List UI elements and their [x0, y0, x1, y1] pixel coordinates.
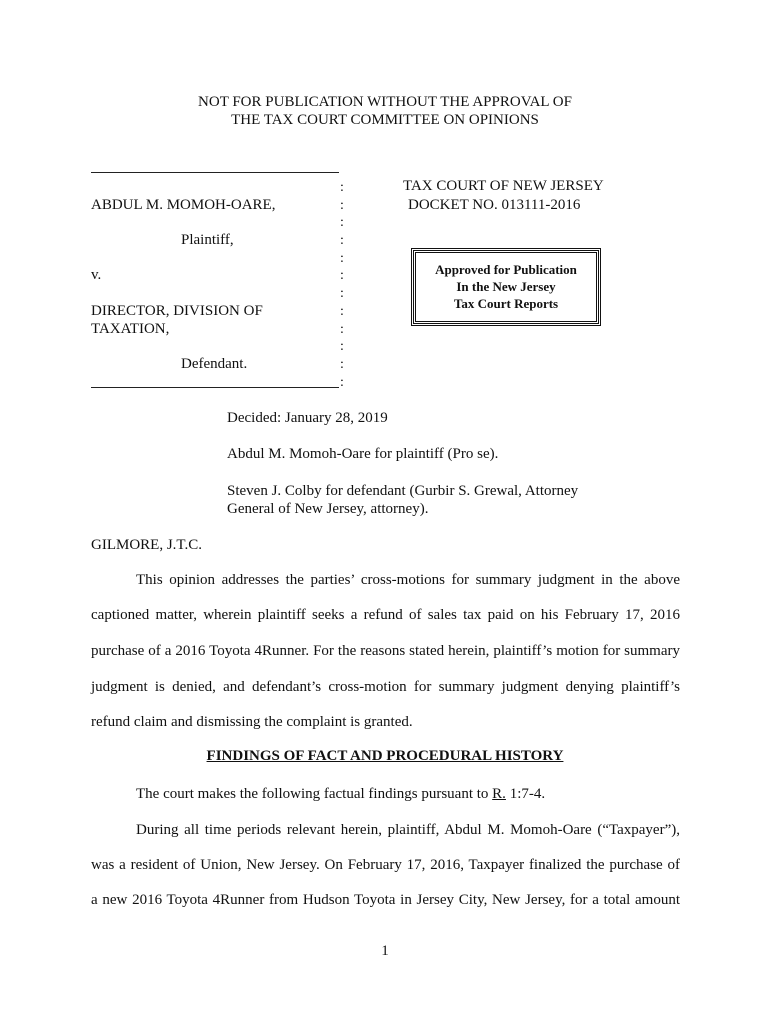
header-line-2: THE TAX COURT COMMITTEE ON OPINIONS: [231, 112, 539, 128]
approval-line-1: Approved for Publication: [435, 262, 577, 277]
facts-line-2: was a resident of Union, New Jersey. On February 17, 2016, Taxpayer finalized the purchase of: [91, 857, 680, 873]
intro-line-5: refund claim and dismissing the complaint is granted.: [91, 714, 413, 730]
approval-line-2: In the New Jersey: [456, 279, 556, 294]
defendant-role: Defendant.: [181, 356, 248, 372]
page-number: 1: [381, 943, 389, 959]
colon: :: [340, 180, 344, 195]
findings-intro-citation: 1:7-4.: [505, 786, 546, 802]
court-name: TAX COURT OF NEW JERSEY: [403, 178, 604, 194]
docket-number: DOCKET NO. 013111-2016: [408, 197, 581, 213]
defendant-line-2: TAXATION,: [91, 321, 170, 337]
header-line-1: NOT FOR PUBLICATION WITHOUT THE APPROVAL OF: [198, 94, 572, 110]
rule-citation: R.: [492, 786, 506, 802]
judge-name: GILMORE, J.T.C.: [91, 537, 202, 553]
colon: :: [340, 197, 344, 213]
colon: :: [340, 356, 344, 372]
counsel-plaintiff: Abdul M. Momoh-Oare for plaintiff (Pro se).: [227, 446, 499, 462]
intro-line-4: judgment is denied, and defendant’s cross-motion for summary judgment denying plaintiff’s: [91, 679, 680, 695]
intro-line-2: captioned matter, wherein plaintiff seeks a refund of sales tax paid on his February 17, 2016: [91, 607, 680, 623]
caption-bottom-rule: [91, 387, 339, 388]
versus: v.: [91, 267, 102, 283]
approval-line-3: Tax Court Reports: [453, 296, 559, 311]
decided-date: Decided: January 28, 2019: [227, 410, 388, 426]
counsel-defendant-line-2: General of New Jersey, attorney).: [227, 501, 429, 517]
facts-line-3: a new 2016 Toyota 4Runner from Hudson Toyota in Jersey City, New Jersey, for a total amount: [91, 892, 680, 908]
caption-colon-column: [340, 179, 348, 391]
findings-intro-text: The court makes the following factual findings pursuant to: [136, 786, 493, 802]
colon: :: [340, 215, 344, 231]
plaintiff-role: Plaintiff,: [181, 232, 234, 248]
colon: :: [340, 374, 344, 390]
defendant-line-1: DIRECTOR, DIVISION OF: [91, 303, 263, 319]
intro-line-3: purchase of a 2016 Toyota 4Runner. For the reasons stated herein, plaintiff’s motion for summary: [91, 643, 680, 659]
colon: :: [340, 303, 344, 319]
colon: :: [340, 233, 344, 249]
colon: :: [340, 268, 344, 284]
counsel-defendant-line-1: Steven J. Colby for defendant (Gurbir S. Grewal, Attorney: [227, 483, 579, 499]
findings-intro: [136, 785, 545, 803]
plaintiff-name: ABDUL M. MOMOH-OARE,: [91, 197, 276, 213]
colon: :: [340, 321, 344, 337]
colon: :: [340, 250, 344, 266]
section-heading: FINDINGS OF FACT AND PROCEDURAL HISTORY: [206, 748, 564, 764]
approval-box: [413, 250, 599, 324]
colon: :: [340, 286, 344, 302]
colon: :: [340, 339, 344, 355]
intro-line-1: This opinion addresses the parties’ cross-motions for summary judgment in the above: [136, 572, 680, 588]
facts-line-1: During all time periods relevant herein, plaintiff, Abdul M. Momoh-Oare (“Taxpayer”),: [136, 822, 680, 838]
caption-top-rule: [91, 172, 339, 173]
